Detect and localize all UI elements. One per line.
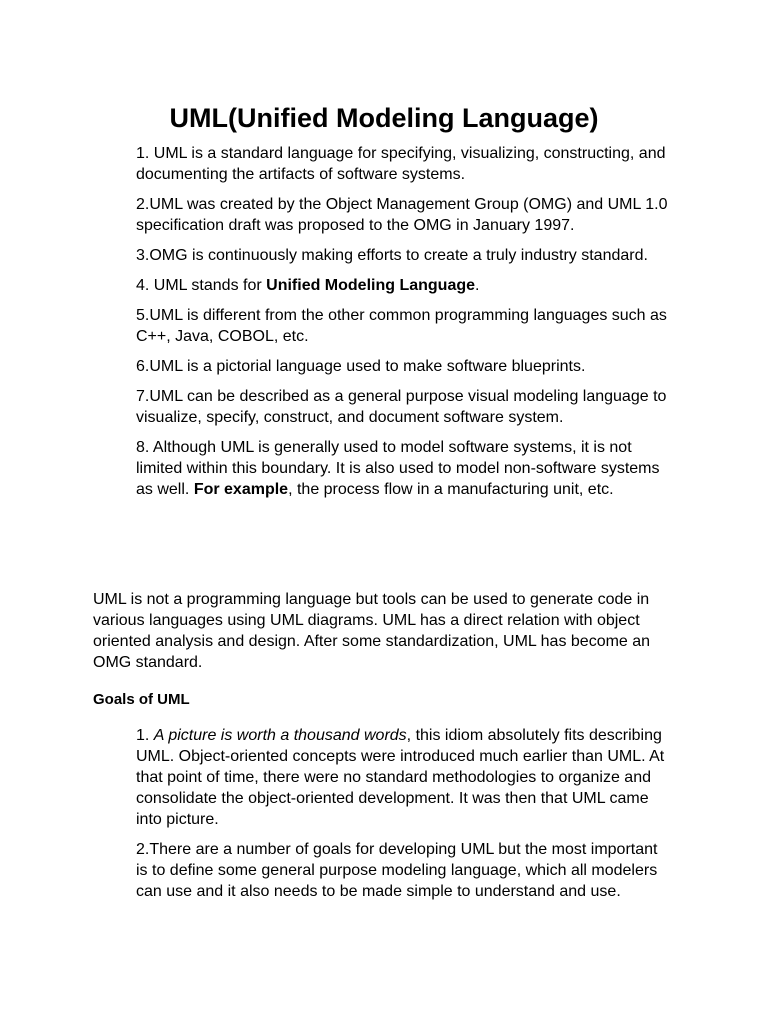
list-item [136,143,676,185]
item-text: , this idiom absolutely fits describing UML. Object-oriented concepts were introduced much earlier than UML. At that point of time, there were no standard methodologies to organize and consolidate the object-oriented development. It was then that UML came into picture. [136,727,665,828]
list-item [136,275,676,296]
item-text: UML was created by the Object Management Group (OMG) and UML 1.0 specification draft was proposed to the OMG in January 1997. [136,196,668,234]
item-text: UML stands for [153,277,262,294]
item-text: UML is a pictorial language used to make software blueprints. [149,358,586,375]
item-number: 6. [136,358,150,375]
list-item [136,437,676,500]
item-bold-text: Unified Modeling Language [266,277,476,294]
list-item [136,194,676,236]
item-text: UML is different from the other common programming languages such as C++, Java, COBOL, etc. [136,307,667,345]
item-number: 1. [136,145,150,162]
item-number: 4. [136,277,150,294]
item-bold-text: For example [193,481,289,498]
list-item [136,245,676,266]
item-number: 7. [136,388,150,405]
list-item [136,305,676,347]
page-title: UML(Unified Modeling Language) [169,103,599,133]
item-text: There are a number of goals for developing UML but the most important is to define some general purpose modeling language, which all modelers can use and it also needs to be made simple to understand and use. [136,841,658,900]
item-italic-text: A picture is worth a thousand words [153,727,407,744]
list-item [136,839,666,902]
item-number: 2. [136,196,150,213]
item-number: 1. [136,727,150,744]
item-text-end: . [475,277,480,294]
item-text-end: , the process flow in a manufacturing unit, etc. [288,481,614,498]
item-text: UML is a standard language for specifying, visualizing, constructing, and documenting the artifacts of software systems. [136,145,666,183]
item-text: OMG is continuously making efforts to create a truly industry standard. [149,247,648,264]
list-item [136,356,676,377]
item-number: 3. [136,247,150,264]
list-item [136,386,676,428]
uml-points-list [136,143,676,509]
item-number: 2. [136,841,150,858]
item-text: UML can be described as a general purpose visual modeling language to visualize, specify, construct, and document software system. [136,388,667,426]
item-number: 5. [136,307,150,324]
item-text: Although UML is generally used to model software systems, it is not limited within this boundary. It is also used to model non-software systems as well. [136,439,660,498]
goals-heading: Goals of UML [93,691,190,708]
list-item [136,725,666,830]
summary-paragraph: UML is not a programming language but tools can be used to generate code in various languages using UML diagrams. UML has a direct relation with object oriented analysis and design. After some standardization, UML has become an OMG standard. [93,591,651,671]
item-number: 8. [136,439,150,456]
goals-list [136,725,666,911]
